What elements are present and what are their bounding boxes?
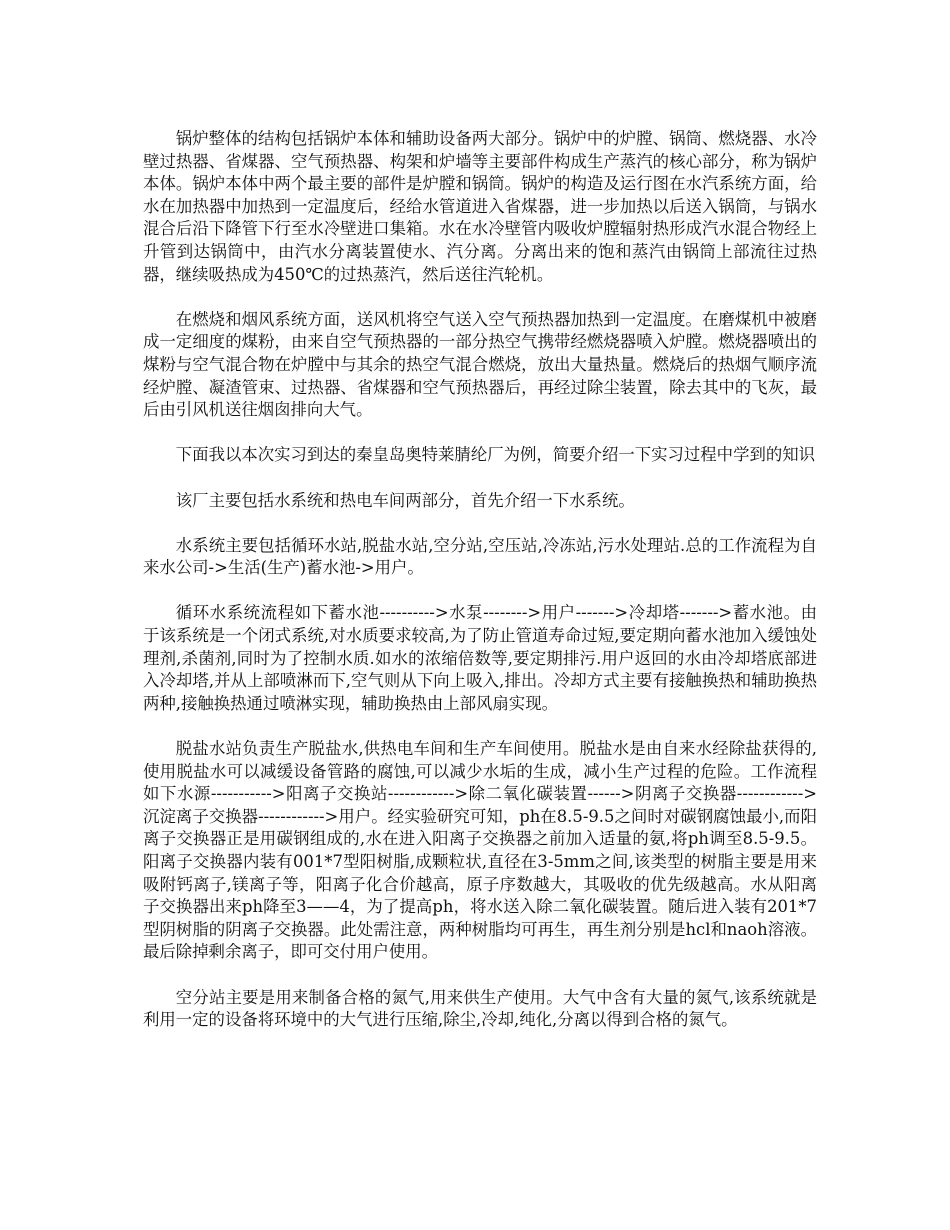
document-body <box>143 128 817 1054</box>
paragraph-desalted-water: 脱盐水站负责生产脱盐水,供热电车间和生产车间使用。脱盐水是由自来水经除盐获得的,使用脱盐水可以减缓设备管路的腐蚀,可以减少水垢的生成，减小生产过程的危险。工作流程如下水源----------->阳离子交换站------------>除二氧化碳装置------>阴离子交换器------------>沉淀离子交换器------------>用户。经实验研究可知，ph在8.5-9.5之间时对碳钢腐蚀最小,而阳离子交换器正是用碳钢组成的,水在进入阳离子交换器之前加入适量的氨,将ph调至8.5-9.5。阳离子交换器内装有001*7型阳树脂,成颗粒状,直径在3-5mm之间,该类型的树脂主要是用来吸附钙离子,镁离子等，阳离子化合价越高，原子序数越大，其吸收的优先级越高。水从阳离子交换器出来ph降至3——4，为了提高ph，将水送入除二氧化碳装置。随后进入装有201*7型阴树脂的阴离子交换器。此处需注意，两种树脂均可再生，再生剂分别是hcl和naoh溶液。最后除掉剩余离子，即可交付用户使用。 <box>143 739 817 962</box>
paragraph-water-system: 水系统主要包括循环水站,脱盐水站,空分站,空压站,冷冻站,污水处理站.总的工作流程为自来水公司->生活(生产)蓄水池->用户。 <box>143 535 817 578</box>
paragraph-circulating-water: 循环水系统流程如下蓄水池---------->水泵-------->用户------->冷却塔------->蓄水池。由于该系统是一个闭式系统,对水质要求较高,为了防止管道寿命过短,要定期向蓄水池加入缓蚀处理剂,杀菌剂,同时为了控制水质.如水的浓缩倍数等,要定期排污.用户返回的水由冷却塔底部进入冷却塔,并从上部喷淋而下,空气则从下向上吸入,排出。冷却方式主要有接触换热和辅助换热两种,接触换热通过喷淋实现，辅助换热由上部风扇实现。 <box>143 603 817 713</box>
paragraph-air-separation: 空分站主要是用来制备合格的氮气,用来供生产使用。大气中含有大量的氮气,该系统就是利用一定的设备将环境中的大气进行压缩,除尘,冷却,纯化,分离以得到合格的氮气。 <box>143 987 817 1030</box>
paragraph-internship-intro: 下面我以本次实习到达的秦皇岛奥特莱腈纶厂为例，简要介绍一下实习过程中学到的知识 <box>175 445 816 465</box>
paragraph-boiler-structure: 锅炉整体的结构包括锅炉本体和辅助设备两大部分。锅炉中的炉膛、锅筒、燃烧器、水冷壁过热器、省煤器、空气预热器、构架和炉墙等主要部件构成生产蒸汽的核心部分，称为锅炉本体。锅炉本体中两个最主要的部件是炉膛和锅筒。锅炉的构造及运行图在水汽系统方面，给水在加热器中加热到一定温度后，经给水管道进入省煤器，进一步加热以后送入锅筒，与锅水混合后沿下降管下行至水冷壁进口集箱。水在水冷壁管内吸收炉膛辐射热形成汽水混合物经上升管到达锅筒中，由汽水分离装置使水、汽分离。分离出来的饱和蒸汽由锅筒上部流往过热器，继续吸热成为450℃的过热蒸汽，然后送往汽轮机。 <box>143 129 817 284</box>
paragraph-plant-overview: 该厂主要包括水系统和热电车间两部分，首先介绍一下水系统。 <box>175 490 635 510</box>
paragraph-combustion-system: 在燃烧和烟风系统方面，送风机将空气送入空气预热器加热到一定温度。在磨煤机中被磨成一定细度的煤粉，由来自空气预热器的一部分热空气携带经燃烧器喷入炉膛。燃烧器喷出的煤粉与空气混合物在炉膛中与其余的热空气混合燃烧，放出大量热量。燃烧后的热烟气顺序流经炉膛、凝渣管束、过热器、省煤器和空气预热器后，再经过除尘装置，除去其中的飞灰，最后由引风机送往烟囱排向大气。 <box>143 309 817 420</box>
